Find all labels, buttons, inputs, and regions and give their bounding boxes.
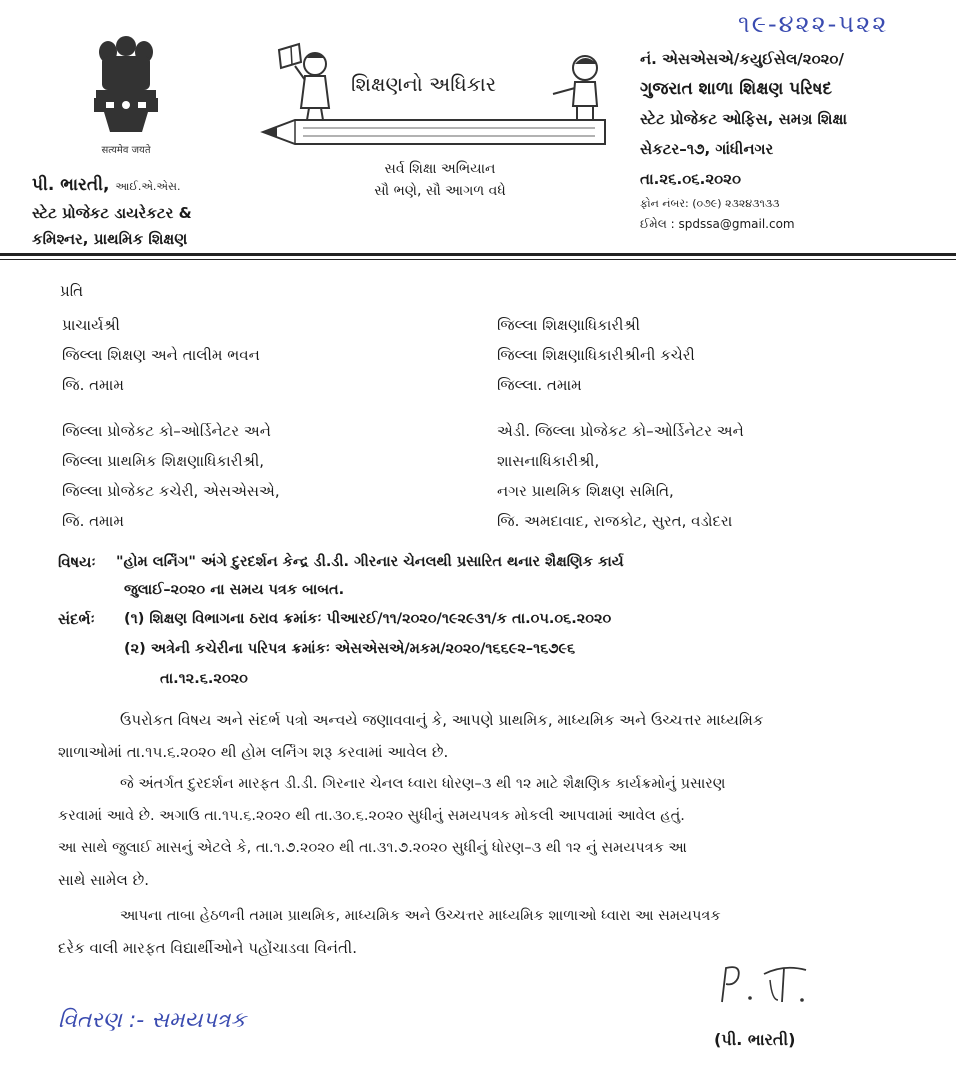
office-block: [640, 44, 950, 234]
signature: [712, 960, 822, 1010]
reference-2-date: તા.૧૨.૬.૨૦૨૦: [160, 671, 248, 687]
body-p2-line4: સાથે સામેલ છે.: [58, 871, 149, 889]
sender-name-line: [32, 172, 262, 200]
office-email: ઈમેલ : spdssa@gmail.com: [640, 217, 795, 231]
letter-number: નં. એસએસએ/કયુઈસેલ/૨૦૨૦/: [640, 50, 844, 68]
signatory-name: (પી. ભારતી): [714, 1030, 796, 1049]
recipient-line: શાસનાધિકારીશ્રી,: [497, 452, 600, 470]
handwritten-ref-number: ૧૯-૪૨૨-૫૨૨: [738, 10, 889, 38]
handwritten-distribution-note: વિતરણ :- સમયપત્રક: [58, 1008, 246, 1033]
state-emblem: [84, 28, 168, 156]
office-address: સેકટર–૧૭, ગાંધીનગર: [640, 140, 774, 158]
body-p1-line2: શાળાઓમાં તા.૧૫.૬.૨૦૨૦ થી હોમ લર્નિંગ શરૂ કરવામાં આવેલ છે.: [58, 743, 449, 761]
sender-designation-2: કમિશ્નર, પ્રાથમિક શિક્ષણ: [32, 230, 188, 248]
reference-2: (૨) અત્રેની કચેરીના પરિપત્ર ક્રમાંકઃ એસએસએ/મકમ/૨૦૨૦/૧૬૬૯૨–૧૬૭૯૬: [124, 641, 576, 657]
campaign-slogan: સૌ ભણે, સૌ આગળ વધે: [374, 183, 506, 199]
sender-block: [32, 172, 262, 252]
body-p1-line1: ઉપરોકત વિષય અને સંદર્ભ પત્રો અન્વયે જણાવવાનું કે, આપણે પ્રાથમિક, માધ્યમિક અને ઉચ્ચત્તર માધ્યમિક: [120, 711, 764, 729]
subject-line-2: જુલાઈ–૨૦૨૦ ના સમય પત્રક બાબત.: [124, 582, 345, 598]
recipient-line: જિ. અમદાવાદ, રાજકોટ, સુરત, વડોદરા: [497, 512, 733, 530]
recipient-right-2: [497, 416, 937, 536]
sender-name-suffix: આઈ.એ.એસ.: [115, 180, 181, 193]
emblem-motto: सत्यमेव जयते: [101, 145, 151, 156]
recipient-line: જિલ્લા. તમામ: [497, 376, 582, 394]
recipient-line: જિલ્લા પ્રોજેકટ કચેરી, એસએસએ,: [62, 482, 280, 500]
letter-date: તા.૨૬.૦૬.૨૦૨૦: [640, 170, 742, 188]
sender-designation-1: સ્ટેટ પ્રોજેકટ ડાયરેકટર &: [32, 204, 192, 222]
body-p3-line2: દરેક વાલી મારફત વિદ્યાર્થીઓને પહોંચાડવા વિનંતી.: [58, 939, 357, 957]
lion-capital-icon: [84, 28, 168, 138]
campaign-block: [300, 158, 580, 202]
reference-label: સંદર્ભઃ: [58, 610, 95, 628]
org-name: ગુજરાત શાળા શિક્ષણ પરિષદ: [640, 79, 832, 99]
recipient-line: નગર પ્રાથમિક શિક્ષણ સમિતિ,: [497, 482, 674, 500]
sender-name: પી. ભારતી,: [32, 175, 110, 195]
rte-title: શિક્ષણનો અધિકાર: [351, 72, 497, 96]
body-p3-line1: આપના તાબા હેઠળની તમામ પ્રાથમિક, માધ્યમિક અને ઉચ્ચત્તર માધ્યમિક શાળાઓ ધ્વારા આ સમયપત્રક: [120, 908, 721, 924]
office-phone: ફોન નંબર: (૦૭૯) ૨૩૨૪૩૧૩૩: [640, 197, 780, 210]
rte-logo: [255, 36, 625, 156]
recipient-line: જિ. તમામ: [62, 376, 124, 394]
body-p2-line3: આ સાથે જુલાઈ માસનું એટલે કે, તા.૧.૭.૨૦૨૦ થી તા.૩૧.૭.૨૦૨૦ સુધીનું ધોરણ–૩ થી ૧૨ નું સમયપત્રક આ: [58, 840, 687, 856]
prati-label: પ્રતિ: [60, 282, 84, 300]
recipient-line: પ્રાચાર્યશ્રી: [62, 316, 120, 334]
recipient-left-1: [62, 310, 462, 400]
recipient-line: જિ. તમામ: [62, 512, 124, 530]
office-name: સ્ટેટ પ્રોજેકટ ઓફિસ, સમગ્ર શિક્ષા: [640, 110, 848, 128]
recipient-right-1: [497, 310, 917, 400]
recipient-line: જિલ્લા પ્રાથમિક શિક્ષણાધિકારીશ્રી,: [62, 452, 265, 470]
subject-label: વિષયઃ: [58, 553, 96, 571]
campaign-name: સર્વ શિક્ષા અભિયાન: [384, 161, 496, 177]
body-p2-line2: કરવામાં આવે છે. અગાઉ તા.૧૫.૬.૨૦૨૦ થી તા.૩૦.૬.૨૦૨૦ સુધીનું સમયપત્રક મોકલી આપવામાં આવેલ હતું.: [58, 808, 685, 824]
recipient-line: એડી. જિલ્લા પ્રોજેકટ કો–ઓર્ડિનેટર અને: [497, 422, 744, 440]
recipient-line: જિલ્લા શિક્ષણ અને તાલીમ ભવન: [62, 346, 260, 364]
pencil-children-icon: [255, 36, 625, 156]
header-rule-thin: [0, 259, 956, 260]
reference-1: (૧) શિક્ષણ વિભાગના ઠરાવ ક્રમાંકઃ પીઆરઈ/૧૧/૨૦૨૦/૧૯૨૯૩૧/ક તા.૦૫.૦૬.૨૦૨૦: [124, 611, 612, 627]
header-rule-thick: [0, 253, 956, 256]
recipient-line: જિલ્લા પ્રોજેકટ કો–ઓર્ડિનેટર અને: [62, 422, 271, 440]
body-p2-line1: જે અંતર્ગત દુરદર્શન મારફત ડી.ડી. ગિરનાર ચેનલ ધ્વારા ધોરણ–૩ થી ૧૨ માટે શૈક્ષણિક કાર્યક્રમોનું પ્રસારણ: [120, 776, 726, 792]
recipient-line: જિલ્લા શિક્ષણાધિકારીશ્રીની કચેરી: [497, 346, 695, 364]
signature-scribble-icon: [712, 960, 822, 1010]
subject-line-1: "હોમ લર્નિંગ" અંગે દુરદર્શન કેન્દ્ર ડી.ડી. ગીરનાર ચેનલથી પ્રસારિત થનાર શૈક્ષણિક કાર્ય: [116, 554, 624, 570]
recipient-line: જિલ્લા શિક્ષણાધિકારીશ્રી: [497, 316, 640, 334]
recipient-left-2: [62, 416, 462, 536]
